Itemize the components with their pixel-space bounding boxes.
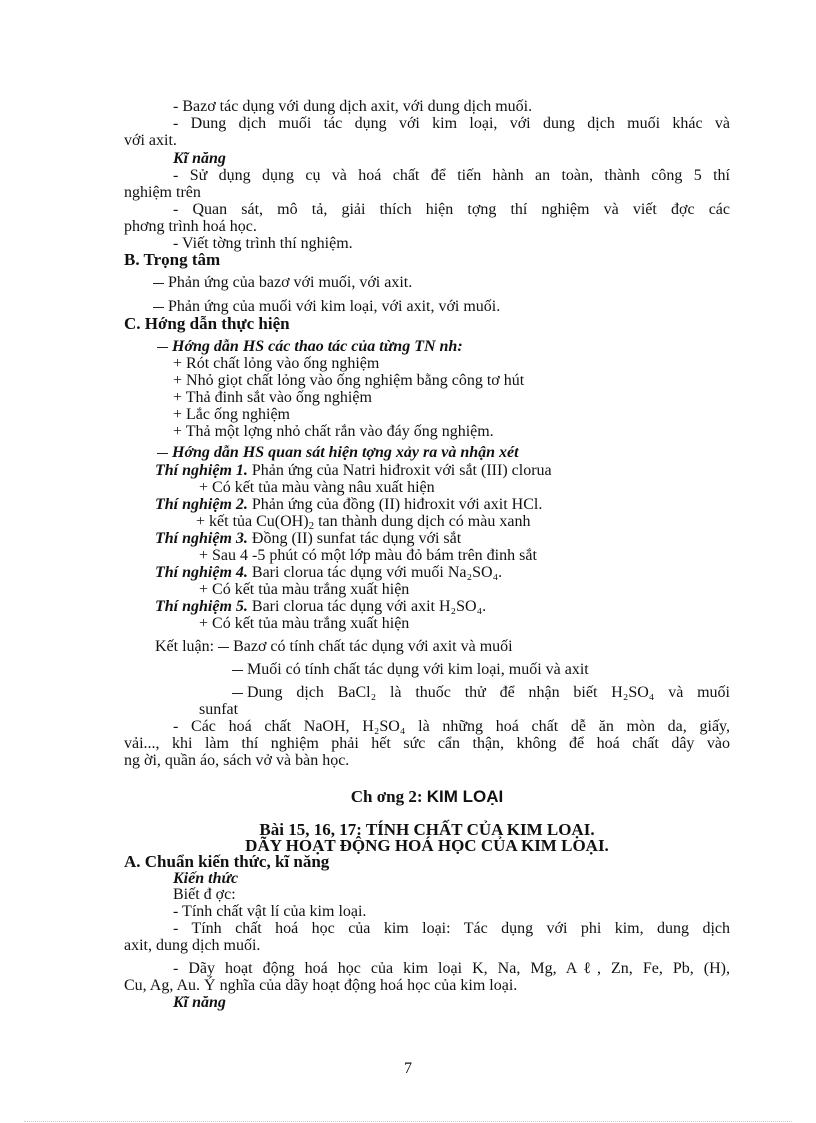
experiment-line [155,496,542,514]
bullet-text: Phản ứng của muối với kim loại, với axit, với muối. [168,298,501,315]
conclusion-label: Kết luận: [155,638,215,655]
conclusion-line [155,638,513,656]
text-line: ng ời, quần áo, sách vở và bàn học. [124,752,350,769]
experiment-text: Bari clorua tác dụng với muối Na₂SO₄. [247,564,503,581]
text-line: - Quan sát, mô tả, giải thích hiện tợng thí nghiệm và viết đợc các [173,201,730,218]
experiment-text: Phản ứng của Natri hiđroxit với sắt (III) clorua [247,462,552,479]
subheading-ki-nang: Kĩ năng [173,994,226,1011]
conclusion-text: Bazơ có tính chất tác dụng với axit và muối [233,638,513,655]
experiment-label: Thí nghiệm 2. [155,496,248,513]
text-line: với axit. [124,132,177,149]
section-heading-a: A. Chuẩn kiến thức, kĩ năng [124,852,330,871]
dash-icon [232,693,243,695]
experiment-text: Bari clorua tác dụng với axit H₂SO₄. [247,598,487,615]
bullet-item [157,338,463,356]
text-line: - Bazơ tác dụng với dung dịch axit, với dung dịch muối. [173,98,533,115]
text-part: + kết tủa Cu(OH) [196,513,309,530]
text-line: + Thả đinh sắt vào ống nghiệm [173,389,372,406]
lesson-subtitle: DÃY HOẠT ĐỘNG HOÁ HỌC CỦA KIM LOẠI. [245,836,609,855]
page-footer-divider [24,1121,792,1122]
text-line: + Có kết tủa màu trắng xuất hiện [199,581,410,598]
bullet-text: Phản ứng của bazơ với muối, với axit. [168,274,413,291]
bullet-text: Dung dịch BaCl₂ là thuốc thử để nhận biết H₂SO₄ và muối [247,684,730,701]
text-line: phơng trình hoá học. [124,218,257,235]
experiment-label: Thí nghiệm 3. [155,530,248,547]
experiment-label: Thí nghiệm 1. [155,462,248,479]
section-heading-c: C. Hớng dẫn thực hiện [124,314,290,333]
experiment-line [155,530,461,548]
experiment-line [155,462,552,480]
experiment-line [155,564,502,582]
text-line: - Tính chất hoá học của kim loại: Tác dụng với phi kim, dung dịch [173,920,730,937]
text-line: + Nhỏ giọt chất lỏng vào ống nghiệm bằng công tơ hút [173,372,525,389]
chapter-heading [124,788,730,806]
text-line: axit, dung dịch muối. [124,937,261,954]
text-line: vải..., khi làm thí nghiệm phải hết sức cẩn thận, không để hoá chất dây vào [124,735,730,752]
experiment-text: Phản ứng của đồng (II) hiđroxit với axit HCl. [247,496,543,513]
chapter-title: KIM LOẠI [426,787,504,806]
bullet-text: Muối có tính chất tác dụng với kim loại, muối và axit [247,661,589,678]
bullet-text: Hớng dẫn HS các thao tác của từng TN nh: [172,338,463,355]
dash-icon [232,670,243,672]
text-line: - Dung dịch muối tác dụng với kim loại, với dung dịch muối khác và [173,115,730,132]
page-number: 7 [404,1060,412,1077]
bullet-item [232,684,730,702]
dash-icon [157,453,168,455]
text-line: - Dãy hoạt động hoá học của kim loại K, Na, Mg, Aℓ, Zn, Fe, Pb, (H), [173,960,730,977]
bullet-item [157,444,519,462]
dash-icon [153,283,164,285]
chapter-number: Ch ơng 2: [350,787,427,806]
subscript: 2 [308,520,315,532]
experiment-label: Thí nghiệm 5. [155,598,248,615]
text-line: + Rót chất lỏng vào ống nghiệm [173,355,380,372]
experiment-text: Đồng (II) sunfat tác dụng với sắt [247,530,462,547]
text-line: Biết đ ợc: [173,886,236,903]
dash-icon [153,307,164,309]
subheading-kien-thuc: Kiến thức [173,870,239,887]
dash-icon [157,347,168,349]
text-line: + Thả một lợng nhỏ chất rắn vào đáy ống nghiệm. [173,423,494,440]
bullet-item [153,274,412,292]
dash-icon [218,647,229,649]
lesson-number: Bài 15, 16, 17: [259,820,366,839]
text-line: - Viết tờng trình thí nghiệm. [173,235,353,252]
text-line: Cu, Ag, Au. Ý nghĩa của dãy hoạt động hoá học của kim loại. [124,977,518,994]
experiment-line [155,598,486,616]
text-line: sunfat [199,701,239,718]
bullet-text: Hớng dẫn HS quan sát hiện tợng xảy ra và nhận xét [172,444,519,461]
lesson-title-text: TÍNH CHẤT CỦA KIM LOẠI. [365,820,595,839]
text-part: tan thành dung dịch có màu xanh [314,513,531,530]
text-line [196,513,530,531]
text-line: - Các hoá chất NaOH, H₂SO₄ là những hoá chất dễ ăn mòn da, giấy, [173,718,730,735]
text-line: - Sử dụng dụng cụ và hoá chất để tiến hành an toàn, thành công 5 thí [173,167,730,184]
subheading-ki-nang: Kĩ năng [173,150,226,167]
experiment-label: Thí nghiệm 4. [155,564,248,581]
text-line: + Sau 4 -5 phút có một lớp màu đỏ bám trên đinh sắt [199,547,537,564]
text-line: + Có kết tủa màu vàng nâu xuất hiện [199,479,435,496]
text-line: nghiệm trên [124,184,201,201]
text-line: + Có kết tủa màu trắng xuất hiện [199,615,410,632]
text-line: + Lắc ống nghiệm [173,406,290,423]
text-line: - Tính chất vật lí của kim loại. [173,903,367,920]
bullet-item [232,661,589,679]
section-heading-b: B. Trọng tâm [124,250,221,269]
